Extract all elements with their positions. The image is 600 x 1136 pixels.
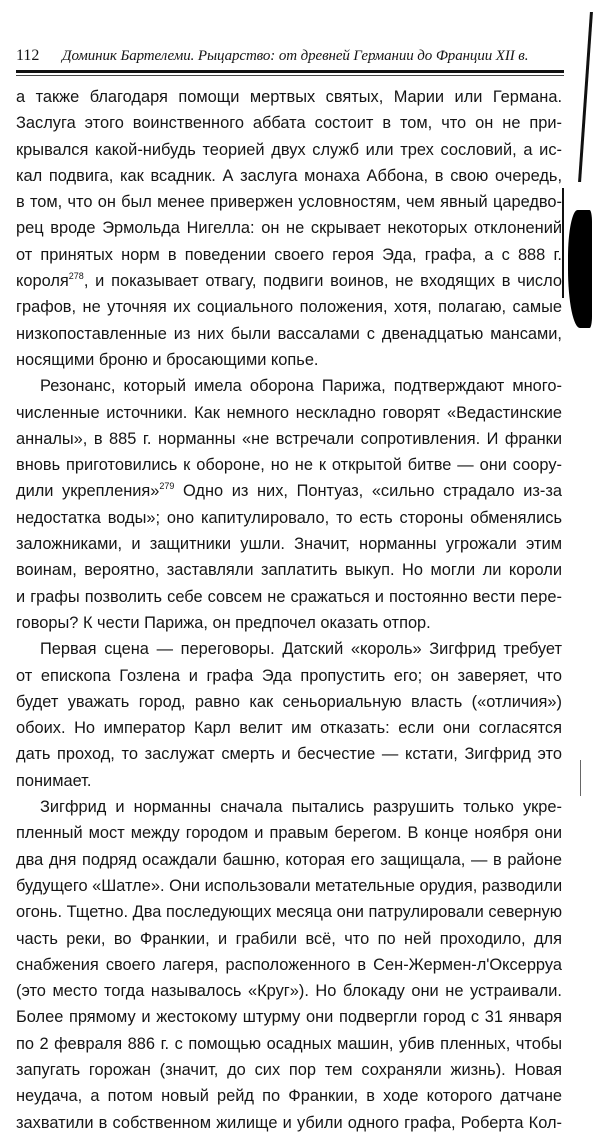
text-line: понимает.	[16, 771, 92, 790]
text-line: снабжения своего лагеря, расположенного в Сен-Жермен-л'Оксерруа	[16, 955, 562, 974]
paragraph	[16, 373, 562, 636]
text-line: (это место тогда называлось «Круг»). Но блокаду они не устраивали.	[16, 982, 562, 1001]
text-line: будущего «Шатле». Они использовали метательные орудия, разводили	[16, 876, 563, 895]
text-line: пленный мост между городом и правым берегом. В конце ноября они	[16, 824, 562, 843]
text-line: Более прямому и жестокому штурму они подвергли город с 31 января	[16, 1008, 562, 1027]
text-line: вновь приготовились к обороне, но не к открытой битве — они соору-	[16, 456, 562, 475]
text-line: два дня подряд осаждали башню, которая его защищала, — в районе	[16, 850, 562, 869]
scan-edge-artifact	[562, 188, 564, 298]
text-line: от принятых норм в поведении своего героя Эда, графа, а с 888 г.	[16, 245, 562, 264]
text-line: заложниками, и защитники ушли. Значит, норманны угрожали этим	[16, 535, 562, 554]
text-line: Заслуга этого воинственного аббата состоит в том, что он не при-	[16, 114, 562, 133]
text-line: дать проход, то заслужат смерть и бесчестие — кстати, Зигфрид это	[16, 745, 562, 764]
text-line: захватили в собственном жилище и убили одного графа, Роберта Кол-	[16, 1113, 562, 1132]
text-line: Зигфрид и норманны сначала пытались разрушить только укре-	[40, 798, 562, 817]
text-line: часть реки, во Франкии, и грабили всё, что по ней проходило, для	[16, 929, 562, 948]
text-line: а также благодаря помощи мертвых святых, Марии или Германа.	[16, 88, 562, 106]
text-line: огонь. Тщетно. Два последующих месяца они патрулировали северную	[16, 903, 562, 922]
paragraph	[16, 636, 562, 794]
text-line: запугать горожан (значит, до сих пор тем сохраняли жизнь). Новая	[16, 1060, 562, 1079]
text-line: рец вроде Эрмольда Нигелла: он не скрывает некоторых отклонений	[16, 219, 562, 238]
text-line: Первая сцена — переговоры. Датский «король» Зигфрид требует	[40, 640, 562, 659]
text-line: крывался какой-нибудь теорией двух служб или трех сословий, а ис-	[16, 140, 562, 159]
header-rule	[16, 70, 564, 73]
text-line: кал подвига, как всадник. А заслуга монаха Аббона, в свою очередь,	[16, 166, 562, 185]
text-line: будет уважать город, равно как сеньориальную власть («отличия»)	[16, 692, 562, 711]
paragraph	[16, 84, 562, 373]
scan-mark-artifact	[580, 760, 581, 796]
page-number: 112	[16, 47, 40, 64]
footnote-ref: 278	[68, 271, 84, 282]
text-line: неудача, а потом новый рейд по Франкии, в ходе которого датчане	[16, 1087, 562, 1106]
text-line: численные источники. Как немного нескладно говорят «Ведастинские	[16, 403, 562, 422]
header-rule-thin	[16, 75, 564, 76]
text-line: воинам, вероятно, заставляли заплатить выкуп. Но могли ли короли	[16, 561, 562, 580]
text-line: анналы», в 885 г. норманны «не встречали сопротивления. И франки	[16, 429, 562, 448]
text-line: недостатка воды»; оно капитулировало, то есть стороны обменялись	[16, 508, 562, 527]
text-line: по 2 февраля 886 г. с помощью осадных машин, убив пленных, чтобы	[16, 1034, 562, 1053]
running-header	[16, 47, 564, 69]
text-line: от епископа Гозлена и графа Эда пропустить его; он заверяет, что	[16, 666, 562, 685]
text-line: Резонанс, который имела оборона Парижа, подтверждают много-	[40, 377, 562, 396]
text-line: говоры? К чести Парижа, он предпочел оказать отпор.	[16, 613, 431, 632]
text-line: короля$^{278}$, и показывает отвагу, подвиги воинов, не входящих в число	[16, 271, 562, 291]
running-title: Доминик Бартелеми. Рыцарство: от древней Германии до Франции XII в.	[62, 48, 529, 64]
text-line: в том, что он был менее привержен условностям, чем явный царедво-	[16, 193, 562, 212]
footnote-ref: 279	[159, 481, 175, 492]
body-text	[16, 84, 562, 1136]
text-line: низкопоставленные из них были вассалами с двенадцатью мансами,	[16, 324, 562, 343]
scan-edge-artifact	[578, 12, 593, 182]
paragraph	[16, 794, 562, 1136]
text-line: графов, не уточняя их социального положения, хотя, полагаю, самые	[16, 298, 562, 317]
text-line: и графы позволить себе совсем не сражаться и постоянно вести пере-	[16, 587, 562, 606]
scan-blot-artifact	[568, 210, 592, 328]
text-line: дили укрепления»$^{279}$ Одно из них, Понтуаз, «сильно страдало из-за	[16, 481, 562, 501]
text-line: носящими броню и бросающими копье.	[16, 350, 319, 369]
text-line: обоих. Но император Карл велит им отказать: если они согласятся	[16, 719, 562, 738]
